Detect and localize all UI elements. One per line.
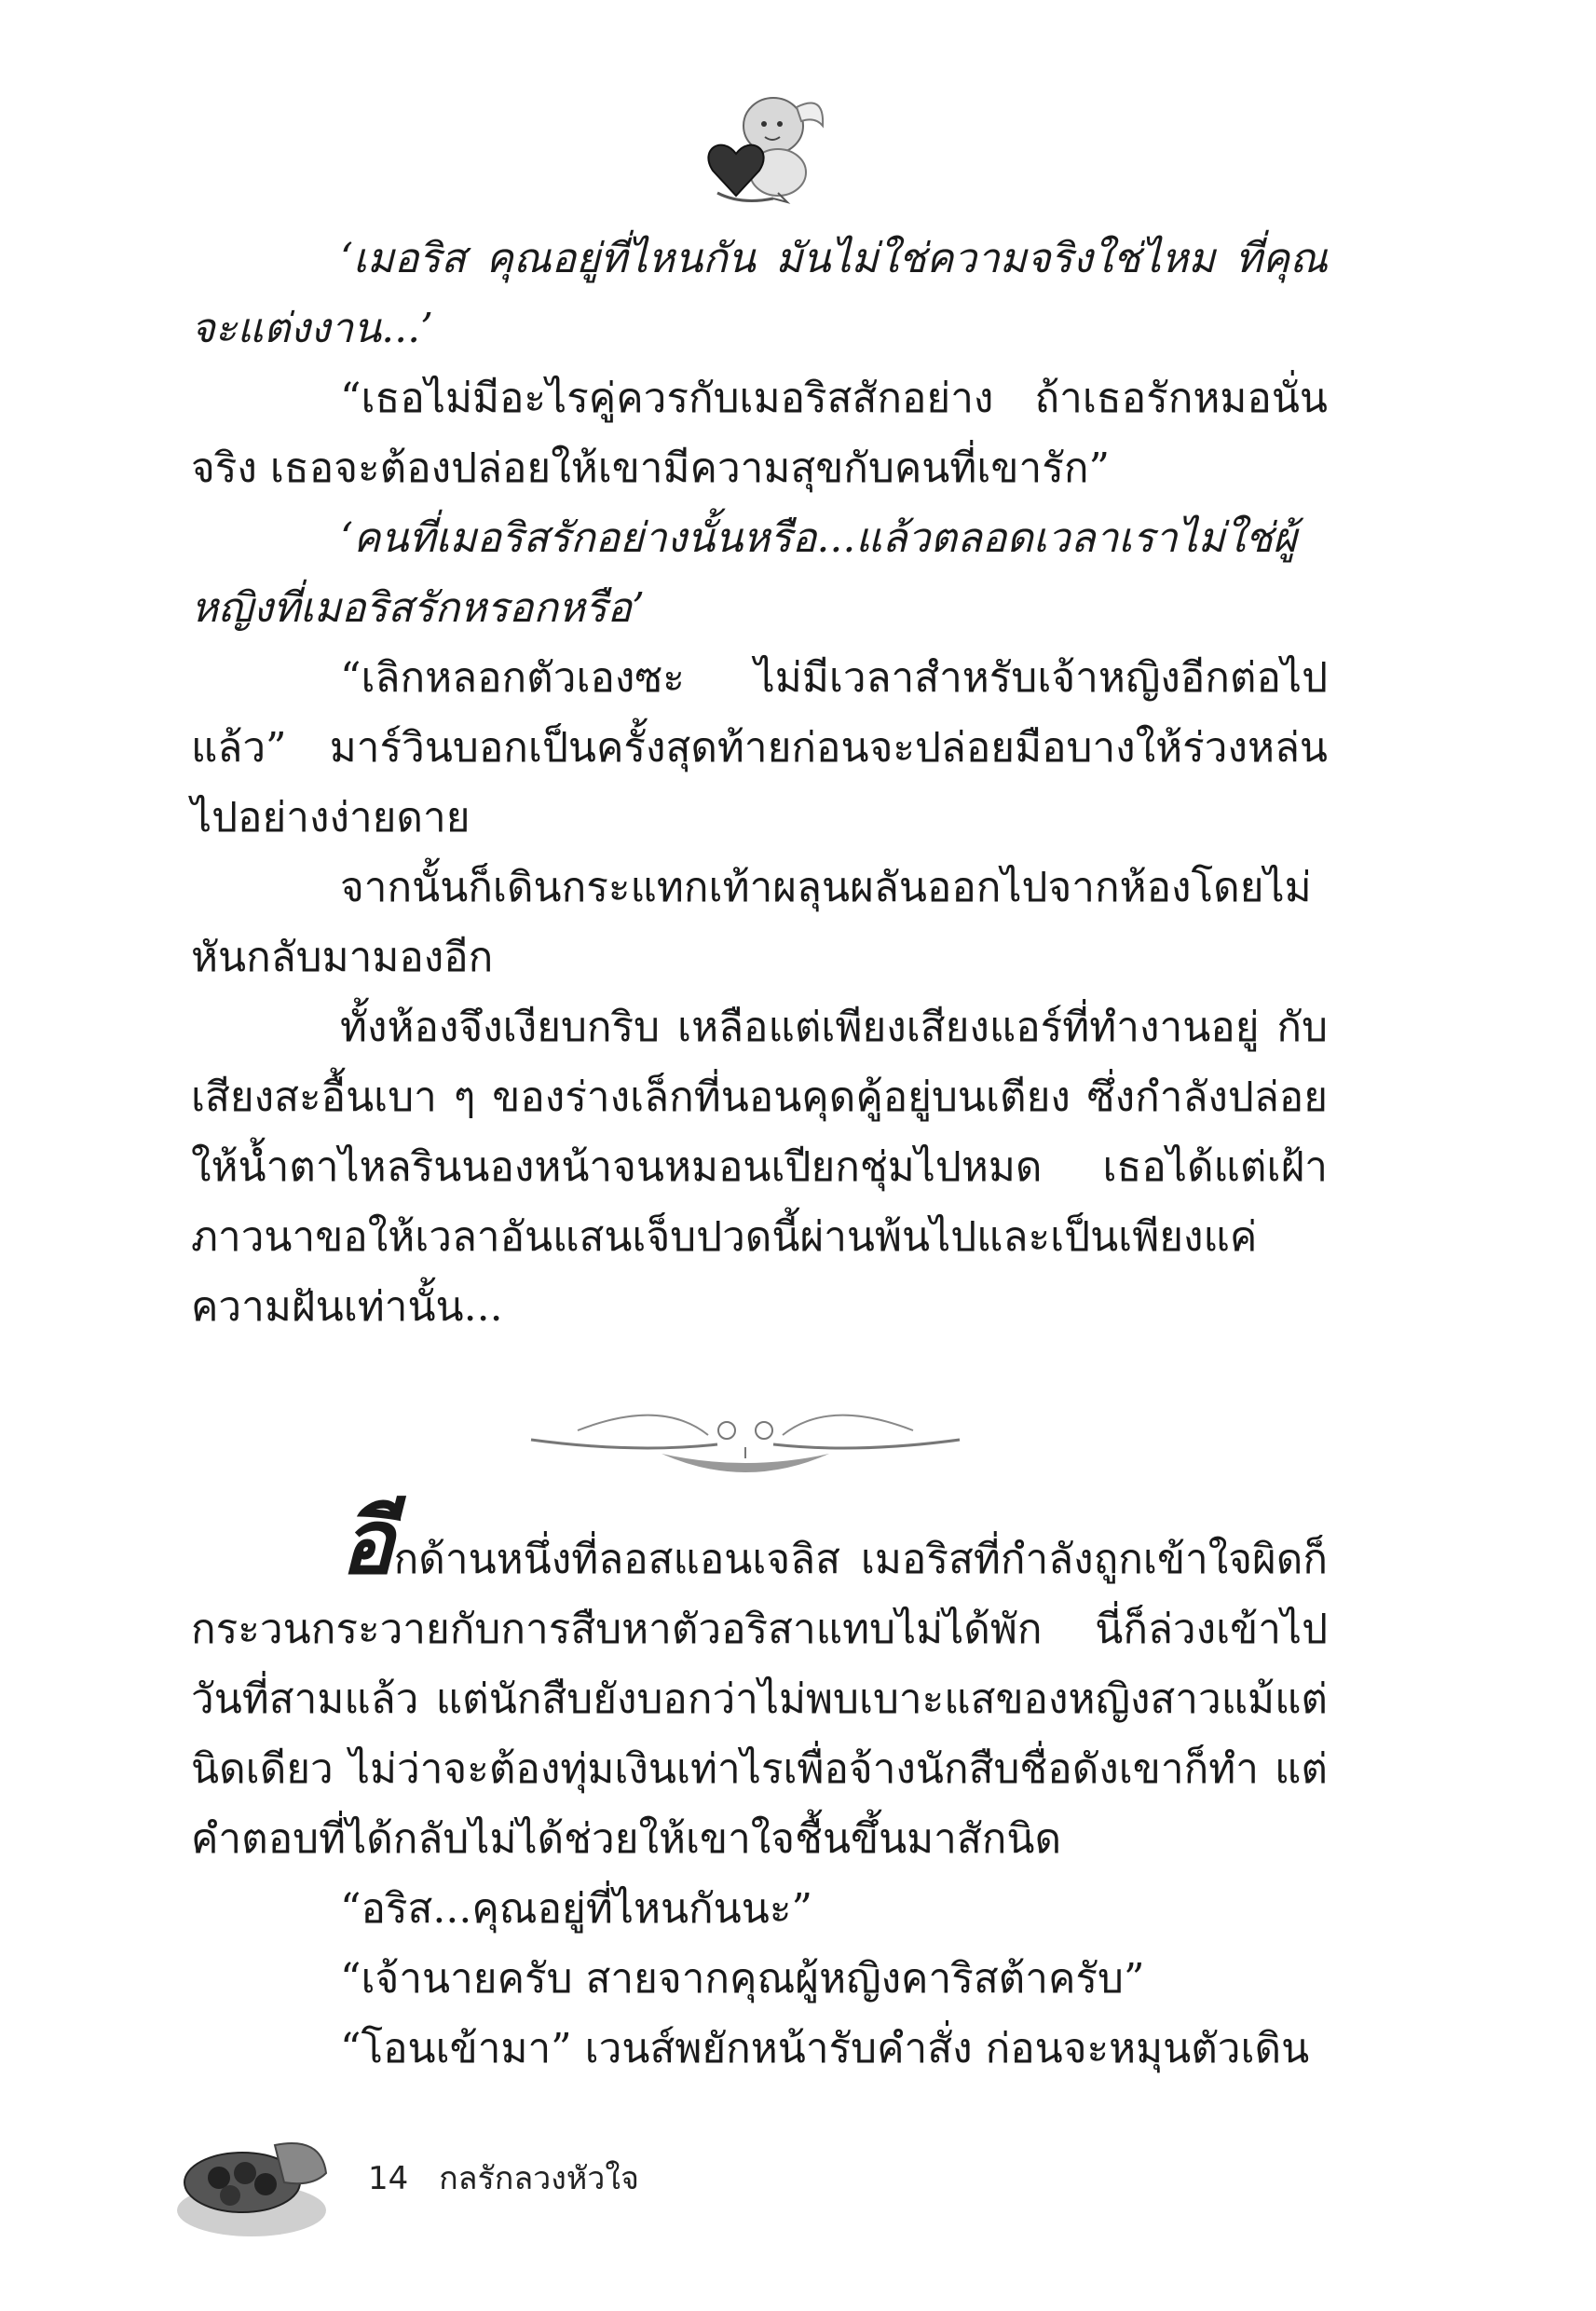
ornament-divider (522, 1402, 969, 1486)
dialogue-line: “โอนเข้ามา” เวนส์พยักหน้ารับคำสั่ง ก่อนจะหมุนตัวเดิน (340, 2025, 1310, 2072)
paragraph (191, 1489, 1328, 1874)
paragraph: “เธอไม่มีอะไรคู่ควรกับเมอริสสักอย่าง ถ้าเธอรักหมอนั่นจริง เธอจะต้องปล่อยให้เขามีความสุขกับคนที่เขารัก” (191, 375, 1328, 492)
paragraph: จากนั้นก็เดินกระแทกเท้าผลุนผลันออกไปจากห้องโดยไม่หันกลับมามองอีก (191, 864, 1312, 981)
page-number: 14 (368, 2160, 409, 2197)
dialogue-line: “เจ้านายครับ สายจากคุณผู้หญิงคาริสต้าครับ” (340, 1955, 1145, 2003)
paragraph: ทั้งห้องจึงเงียบกริบ เหลือแต่เพียงเสียงแอร์ที่ทำงานอยู่ กับเสียงสะอื้นเบา ๆ ของร่างเล็กที่นอนคุดคู้อยู่บนเตียง ซึ่งกำลังปล่อยให้น้ำตาไหลรินนองหน้าจนหมอนเปียกชุ่มไปหมด เธอได้แต่เฝ้าภาวนาขอให้เวลาอันแสนเจ็บปวดนี้ผ่านพ้นไปและเป็นเพียงแค่ความฝันเท่านั้น... (191, 1004, 1328, 1331)
paragraph: “เลิกหลอกตัวเองซะ ไม่มีเวลาสำหรับเจ้าหญิงอีกต่อไปแล้ว” มาร์วินบอกเป็นครั้งสุดท้ายก่อนจะปล่อยมือบางให้ร่วงหล่นไปอย่างง่ายดาย (191, 654, 1328, 841)
dialogue-line: “อริส...คุณอยู่ที่ไหนกันนะ” (340, 1885, 812, 1933)
book-title: กลรักลวงหัวใจ (439, 2160, 639, 2197)
paragraph-text: กด้านหนึ่งที่ลอสแอนเจลิส เมอริสที่กำลังถูกเข้าใจผิดก็กระวนกระวายกับการสืบหาตัวอริสาแทบไม่ได้พัก นี่ก็ล่วงเข้าไปวันที่สามแล้ว แต่นักสืบยังบอกว่าไม่พบเบาะแสของหญิงสาวแม้แต่นิดเดียว ไม่ว่าจะต้องทุ่มเงินเท่าไรเพื่อจ้างนักสืบชื่อดังเขาก็ทำ แต่คำตอบที่ได้กลับไม่ได้ช่วยให้เขาใจชื้นขึ้นมาสักนิด (191, 1536, 1328, 1863)
text-block-top (191, 224, 1328, 1342)
drop-cap: อี (340, 1489, 394, 1594)
cupid-heart-illustration (685, 89, 834, 210)
paragraph: ‘คนที่เมอริสรักอย่างนั้นหรือ...แล้วตลอดเวลาเราไม่ใช่ผู้หญิงที่เมอริสรักหรอกหรือ’ (191, 514, 1297, 632)
page-footer (368, 2153, 660, 2203)
text-block-bottom (191, 1489, 1328, 2084)
paragraph: ‘เมอริส คุณอยู่ที่ไหนกัน มันไม่ใช่ความจริงใช่ไหม ที่คุณจะแต่งงาน...’ (191, 235, 1328, 352)
chocolate-box-illustration (172, 2117, 331, 2243)
